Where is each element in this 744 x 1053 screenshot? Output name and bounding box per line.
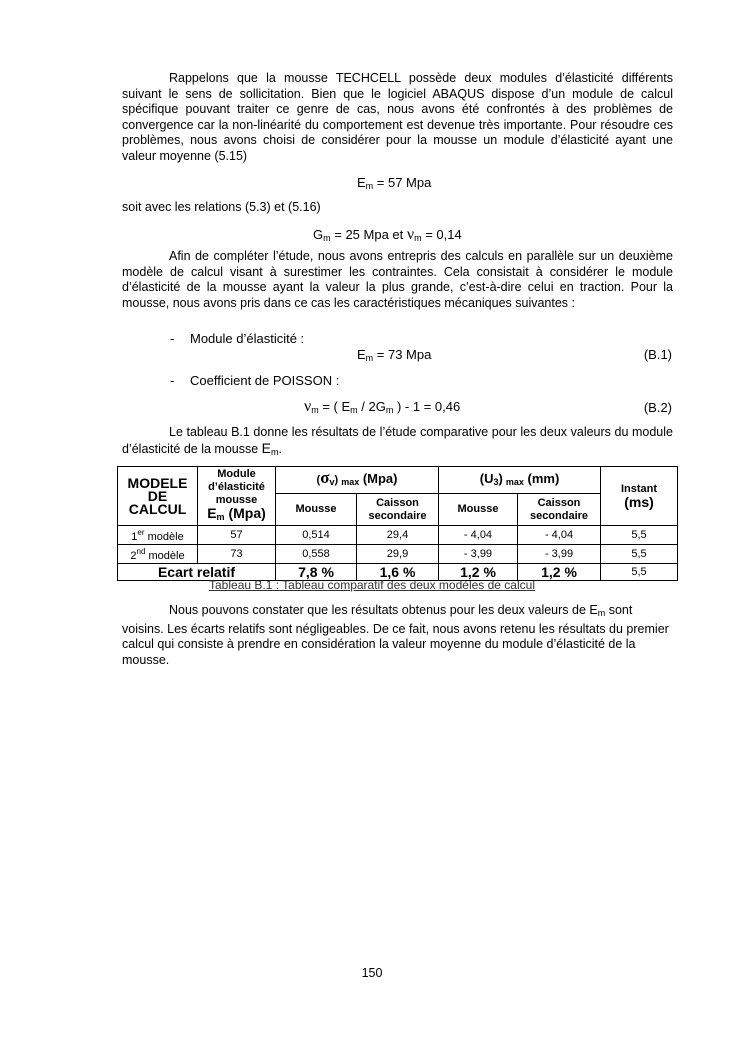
cell-sigma-caisson: 29,9 [357, 545, 439, 564]
paragraph-conclusion: Nous pouvons constater que les résultats obtenus pour les deux valeurs de $E_m$ sont voisins. Les écarts relatifs sont négligeables. De ce fait, nous avons retenu les résultats du premier calcul qui consiste à prendre en considération la valeur moyenne du module d’élasticité de la mousse. [122, 603, 669, 667]
table-row [118, 545, 678, 564]
equation-poisson: $\nu_m$ = ( $E_m / 2G_m$ ) - 1 = 0,46 [304, 398, 461, 415]
cell-u-caisson: - 3,99 [518, 545, 601, 564]
cell-ecart-label: Ecart relatif [118, 564, 276, 581]
cell-model-label: 1er modèle [118, 526, 198, 545]
header-module-elasticite: Module d’élasticité mousse $E_m$ (Mpa) [198, 467, 276, 526]
equation-em-traction: $E_m = 73$ Mpa [357, 347, 432, 363]
cell-ecart-sigma-mousse: 7,8 % [276, 564, 357, 581]
page-number: 150 [361, 966, 383, 980]
paragraph-table-intro: Le tableau B.1 donne les résultats de l’étude comparative pour les deux valeurs du module d’élasticité de la mousse $E_m$. [122, 425, 673, 457]
cell-instant: 5,5 [601, 545, 678, 564]
cell-ecart-u-mousse: 1,2 % [439, 564, 518, 581]
cell-ecart-instant: 5,5 [601, 564, 678, 581]
cell-ecart-sigma-caisson: 1,6 % [357, 564, 439, 581]
equation-em-mean: $E_m = 57$ Mpa [357, 175, 432, 191]
cell-sigma-mousse: 0,514 [276, 526, 357, 545]
cell-model-label: 2nd modèle [118, 545, 198, 564]
cell-sigma-caisson: 29,4 [357, 526, 439, 545]
cell-u-caisson: - 4,04 [518, 526, 601, 545]
bullet-module-elasticite: - Module d’élasticité : [170, 331, 305, 346]
paragraph-second-model: Afin de compléter l’étude, nous avons entrepris des calculs en parallèle sur un deuxième modèle de calcul visant à surestimer les contraintes. Cela consistait à considérer le module d’élasticité de la mousse ayant la valeur la plus grande, c’est-à-dire celui en traction. Pour la mousse, nous avons pris dans ce cas les caractéristiques mécaniques suivantes : [122, 249, 673, 310]
equation-number-b2: (B.2) [643, 400, 672, 415]
header-u-mousse: Mousse [439, 494, 518, 526]
header-u3-max: $(U_3)$ $_{max}$ (mm) [439, 467, 601, 494]
cell-u-mousse: - 4,04 [439, 526, 518, 545]
table-row [118, 526, 678, 545]
cell-sigma-mousse: 0,558 [276, 545, 357, 564]
cell-u-mousse: - 3,99 [439, 545, 518, 564]
cell-ecart-u-caisson: 1,2 % [518, 564, 601, 581]
header-sigma-mousse: Mousse [276, 494, 357, 526]
header-sigma-max: $(\sigma_v)$ $_{max}$ (Mpa) [276, 467, 439, 494]
cell-em: 57 [198, 526, 276, 545]
paragraph-intro: Rappelons que la mousse TECHCELL possède deux modules d’élasticité différents suivant le sens de sollicitation. Bien que le logiciel ABAQUS dispose d’un module de calcul spécifique pouvant traiter ce genre de cas, nous avons été confrontés à des problèmes de convergence car la non-linéarité du comportement est devenue très importante. Pour résoudre ces problèmes, nous avons choisi de considérer pour la mousse un module d’élasticité ayant une valeur moyenne (5.15) [122, 71, 673, 163]
header-sigma-caisson: Caisson secondaire [357, 494, 439, 526]
comparison-table [117, 466, 678, 581]
cell-instant: 5,5 [601, 526, 678, 545]
header-u-caisson: Caisson secondaire [518, 494, 601, 526]
equation-number-b1: (B.1) [643, 347, 672, 362]
paragraph-relations: soit avec les relations (5.3) et (5.16) [122, 200, 321, 214]
equation-gm-num: $G_m = 25$ Mpa et $\nu_m = 0,14$ [313, 226, 462, 243]
table-caption: Tableau B.1 : Tableau comparatif des deux modèles de calcul [209, 578, 535, 592]
header-instant: Instant (ms) [601, 467, 678, 526]
cell-em: 73 [198, 545, 276, 564]
header-modele-calcul: MODELE DE CALCUL [118, 467, 198, 526]
bullet-coefficient-poisson: - Coefficient de POISSON : [170, 373, 340, 388]
